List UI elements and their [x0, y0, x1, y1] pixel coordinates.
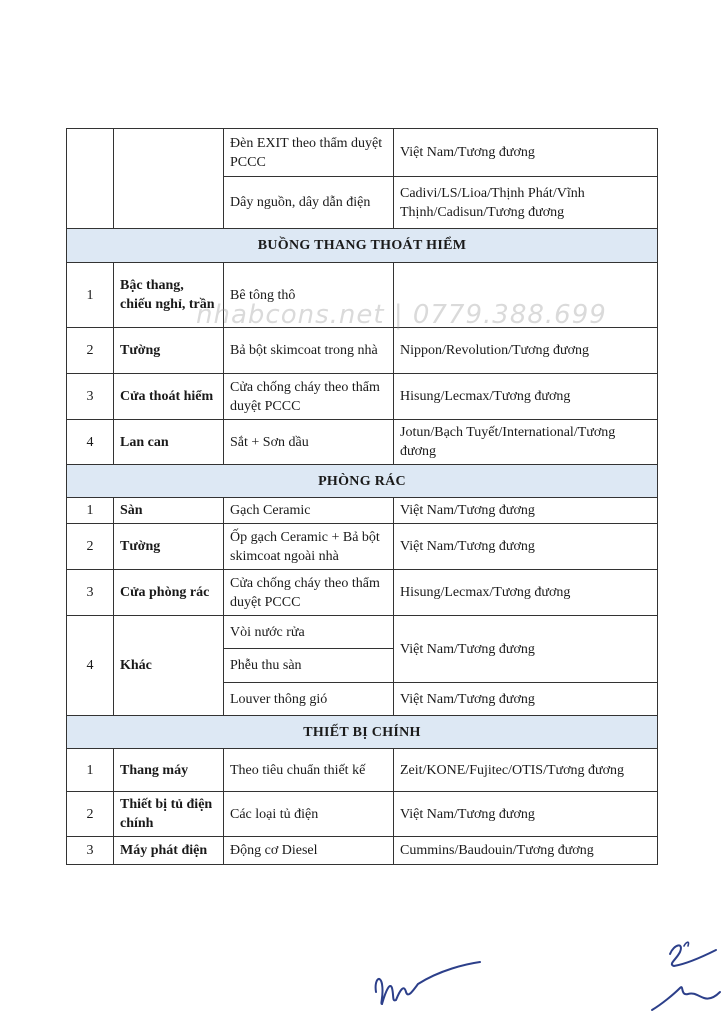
- brand-cell: Việt Nam/Tương đương: [394, 683, 658, 716]
- section-header: [67, 716, 658, 749]
- row-number: 3: [67, 570, 114, 616]
- material-cell: Theo tiêu chuẩn thiết kế: [224, 749, 394, 792]
- row-number: 1: [67, 498, 114, 524]
- row-number: 3: [67, 374, 114, 420]
- material-cell: Cửa chống cháy theo thẩm duyệt PCCC: [224, 374, 394, 420]
- row-number: 1: [67, 263, 114, 328]
- material-cell: Các loại tủ điện: [224, 792, 394, 837]
- row-number: 4: [67, 420, 114, 465]
- category-cell: Cửa phòng rác: [114, 570, 224, 616]
- category-cell: Thang máy: [114, 749, 224, 792]
- brand-cell: Việt Nam/Tương đương: [394, 616, 658, 683]
- material-cell: Dây nguồn, dây dẫn điện: [224, 177, 394, 229]
- material-cell: Ốp gạch Ceramic + Bả bột skimcoat ngoài nhà: [224, 524, 394, 570]
- row-number: 2: [67, 524, 114, 570]
- section-header: [67, 465, 658, 498]
- table-row: [67, 749, 658, 792]
- table-row: [67, 328, 658, 374]
- material-cell: Động cơ Diesel: [224, 837, 394, 865]
- material-cell: Bả bột skimcoat trong nhà: [224, 328, 394, 374]
- row-number: 2: [67, 328, 114, 374]
- signature-right: [640, 930, 724, 1020]
- brand-cell: Jotun/Bạch Tuyết/International/Tương đương: [394, 420, 658, 465]
- watermark-text: nhabcons.net | 0779.388.699: [196, 300, 607, 330]
- table-row: [67, 420, 658, 465]
- materials-spec-table: [66, 128, 658, 865]
- material-cell: Gạch Ceramic: [224, 498, 394, 524]
- brand-cell: Việt Nam/Tương đương: [394, 792, 658, 837]
- table-row: [67, 374, 658, 420]
- material-cell: Đèn EXIT theo thẩm duyệt PCCC: [224, 129, 394, 177]
- category-cell: Sàn: [114, 498, 224, 524]
- table-row: [67, 792, 658, 837]
- table-row: [67, 498, 658, 524]
- material-cell: Louver thông gió: [224, 683, 394, 716]
- category-cell: Cửa thoát hiểm: [114, 374, 224, 420]
- material-cell: Phễu thu sàn: [224, 649, 394, 683]
- brand-cell: Zeit/KONE/Fujitec/OTIS/Tương đương: [394, 749, 658, 792]
- category-cell: Máy phát điện: [114, 837, 224, 865]
- section-header: [67, 229, 658, 263]
- table-row: [67, 616, 658, 649]
- section-title: THIẾT BỊ CHÍNH: [67, 716, 658, 749]
- table-row: [67, 129, 658, 177]
- category-cell: Tường: [114, 328, 224, 374]
- row-number: 2: [67, 792, 114, 837]
- table-row: [67, 837, 658, 865]
- category-cell: Tường: [114, 524, 224, 570]
- empty-cell: [67, 129, 114, 229]
- brand-cell: Nippon/Revolution/Tương đương: [394, 328, 658, 374]
- row-number: 1: [67, 749, 114, 792]
- brand-cell: Việt Nam/Tương đương: [394, 129, 658, 177]
- section-title: BUỒNG THANG THOÁT HIỂM: [67, 229, 658, 263]
- brand-cell: Hisung/Lecmax/Tương đương: [394, 374, 658, 420]
- row-number: 4: [67, 616, 114, 716]
- category-cell: Khác: [114, 616, 224, 716]
- category-cell: Lan can: [114, 420, 224, 465]
- section-title: PHÒNG RÁC: [67, 465, 658, 498]
- material-cell: Bê tông thô: [224, 263, 394, 328]
- material-cell: Sắt + Sơn dầu: [224, 420, 394, 465]
- signature-left: [370, 952, 490, 1012]
- brand-cell: Việt Nam/Tương đương: [394, 498, 658, 524]
- brand-cell: Việt Nam/Tương đương: [394, 524, 658, 570]
- brand-cell: Cummins/Baudouin/Tương đương: [394, 837, 658, 865]
- material-cell: Vòi nước rửa: [224, 616, 394, 649]
- category-cell: Bậc thang, chiếu nghỉ, trần: [114, 263, 224, 328]
- table-row: [67, 570, 658, 616]
- material-cell: Cửa chống cháy theo thẩm duyệt PCCC: [224, 570, 394, 616]
- brand-cell: Hisung/Lecmax/Tương đương: [394, 570, 658, 616]
- table-row: [67, 524, 658, 570]
- empty-cell: [114, 129, 224, 229]
- brand-cell: Cadivi/LS/Lioa/Thịnh Phát/Vĩnh Thịnh/Cadisun/Tương đương: [394, 177, 658, 229]
- row-number: 3: [67, 837, 114, 865]
- category-cell: Thiết bị tủ điện chính: [114, 792, 224, 837]
